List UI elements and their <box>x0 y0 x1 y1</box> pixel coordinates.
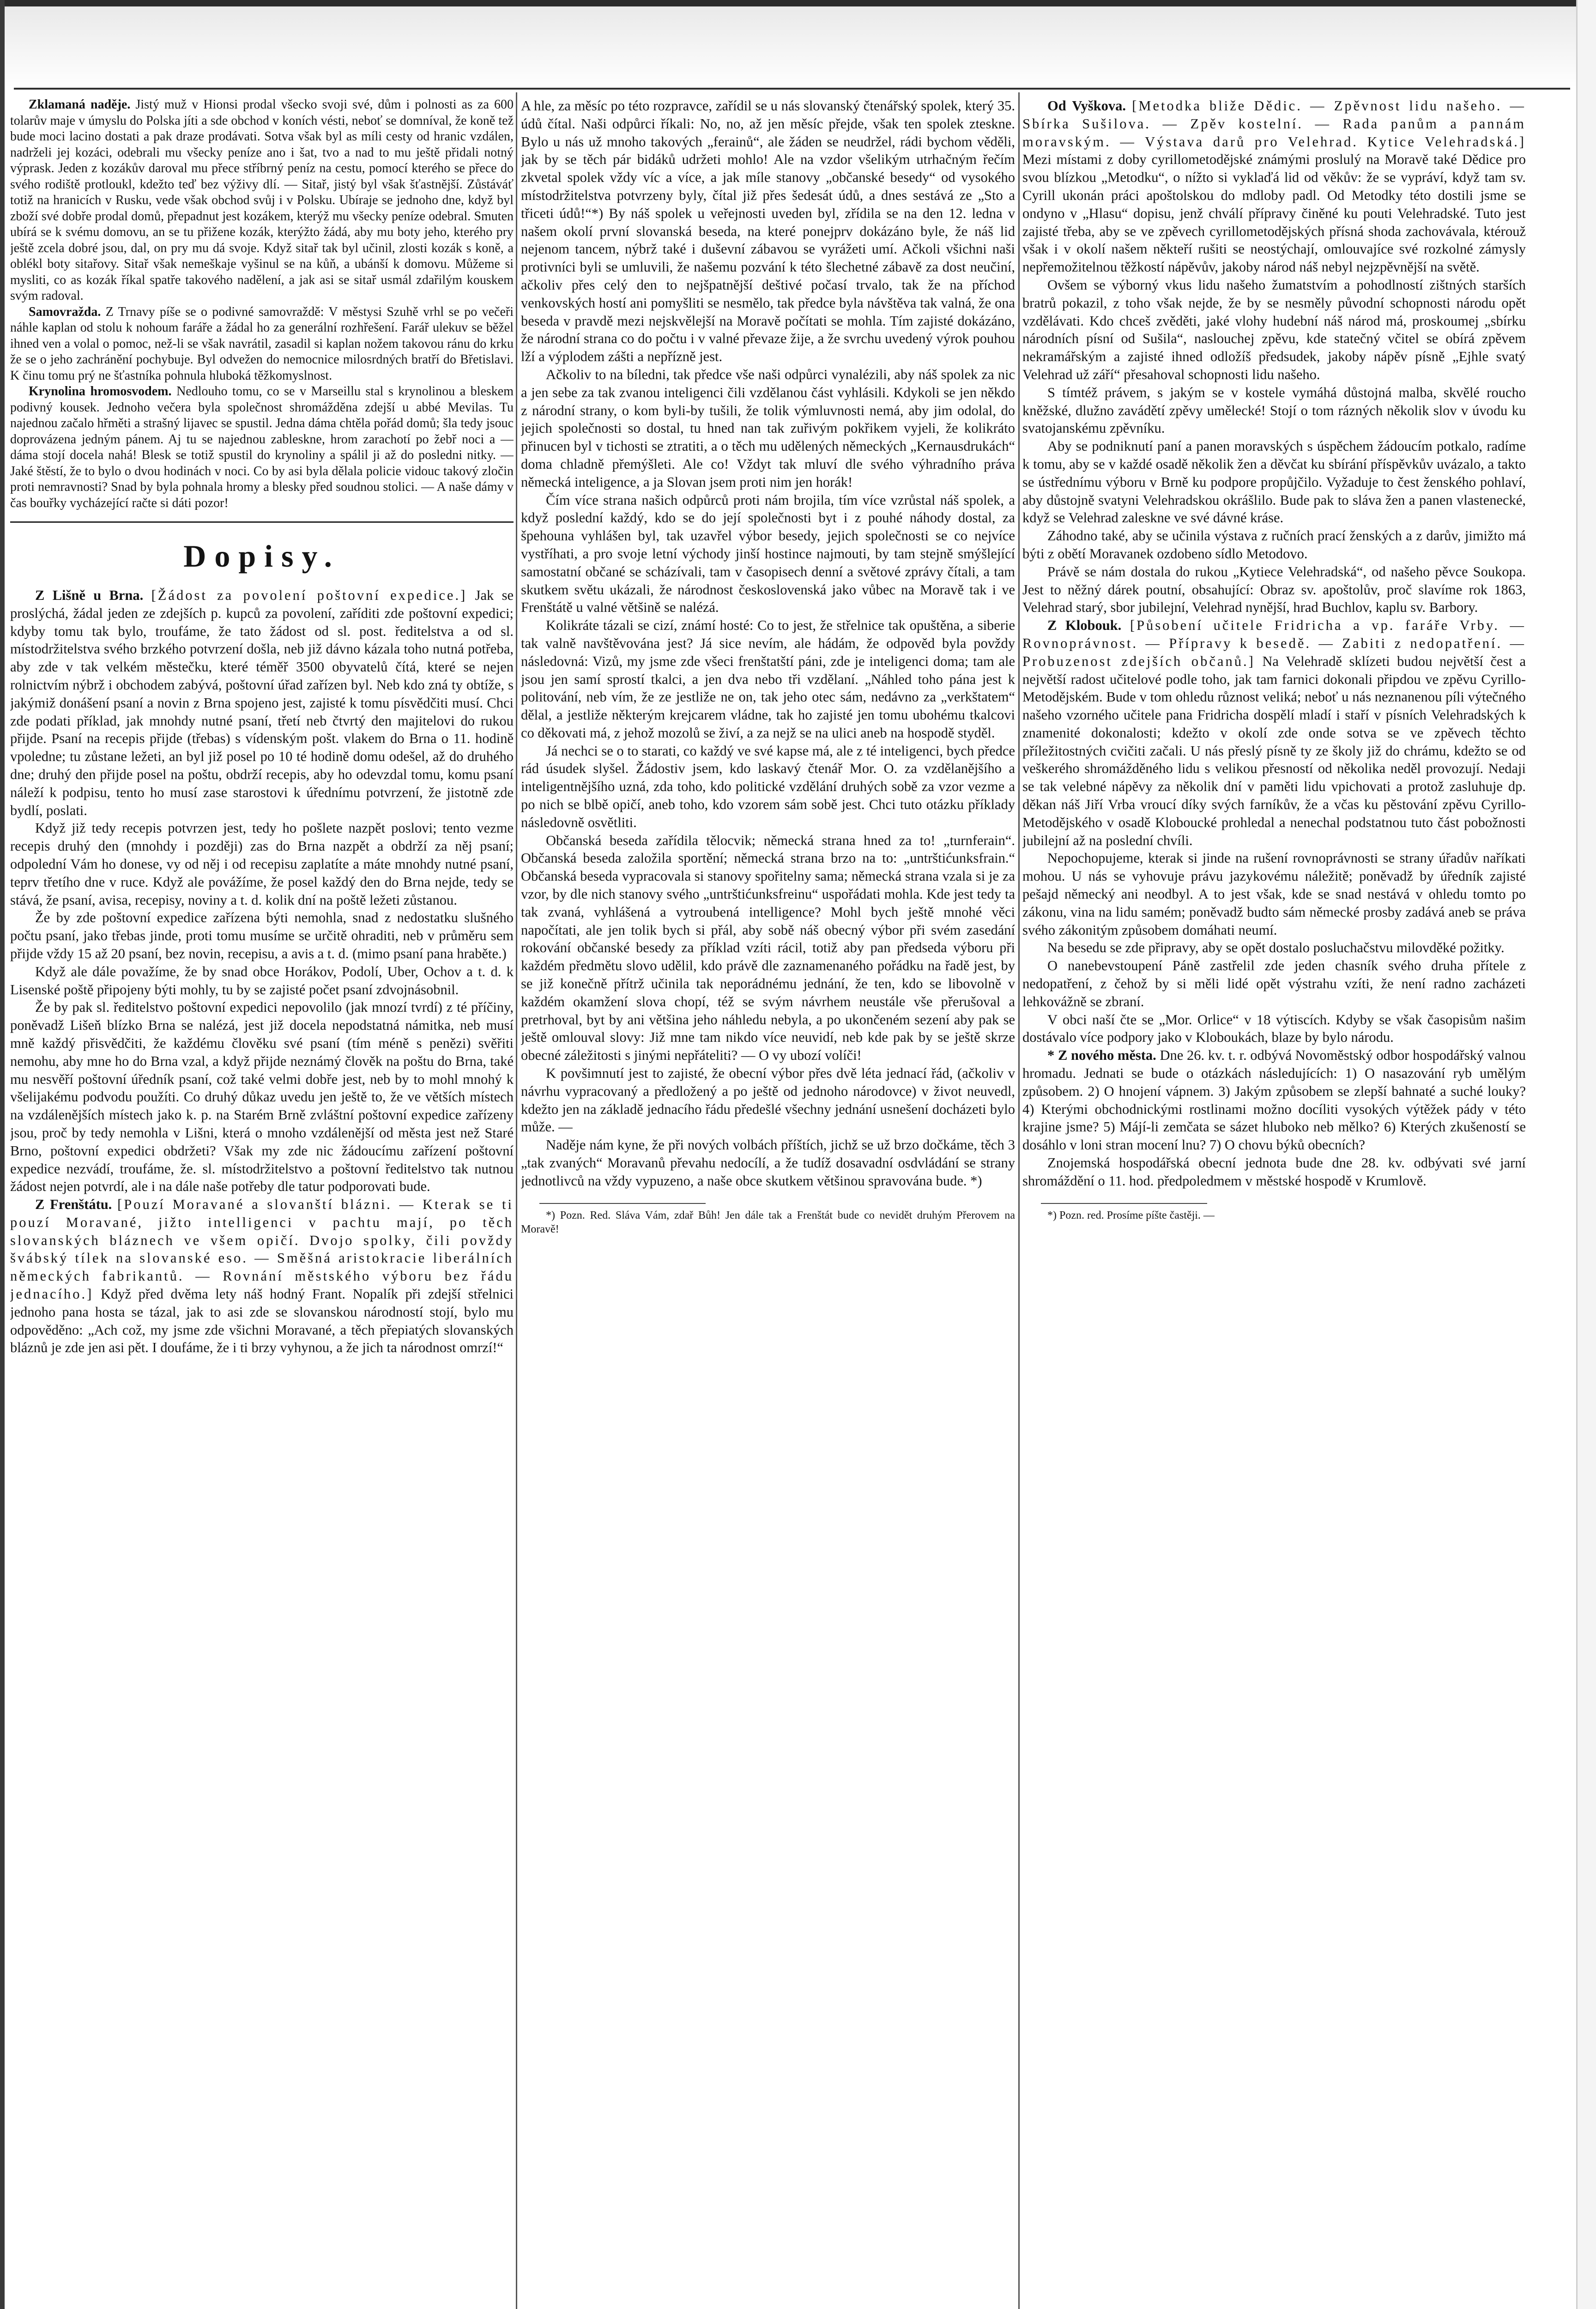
letter-text: Záhodno také, aby se učinila výstava z ručních prací ženských a z darův, jimižto má býti z obětí Moravanek ozdobeno sídlo Metodovo. <box>1022 528 1526 562</box>
news-text: Nedlouho tomu, co se v Marseillu stal s krynolinou a bleskem podivný kousek. Jednoho večera byla společnost shromážděna zdejší u abbé Mevilas. Tu najednou začalo hřměti a strašný lijavec se spustil. Jedna dáma chtěla pořád domů; šla tedy jsouc doprovázena jedným pánem. Aj tu se najednou zablesknе, hrom zarachotí po žebř noci a — dáma stojí docela nahá! Blesk se totiž spustil do krynoliny a spálil ji až do posledni nitky. — Jaké štěstí, že to bylo o dvou hodinách v noci. Co by asi byla dělala policie vidouc takový zločin proti nemravnosti? Snad by byla pohnala hromy a blesky před soudnou stolici. — A naše dámy v čas bouřky vycházející račte si dáti pozor! <box>10 384 514 510</box>
news-item <box>10 304 514 384</box>
letter-text: Dne 26. kv. t. r. odbývá Novoměstský odbor hospodářský valnou hromadu. Jednati se bude o otázkách následujících: 1) O nasazování ryb umělým způsobem. 2) O hnojení vápnem. 3) Jakým způsobem se zlepší bahnaté a suché louky? 4) Kterými obchodnickými rostlinami možno docíliti vysokých výtěžek pády v této krajine jsme? 5) Májí-li zemčata se sázet hluboko neb mělko? 6) Kterých zkušeností se dosáhlo v loni stran mocení lnu? 7) O chovu býků obecních? <box>1022 1047 1526 1153</box>
letter-paragraph: Kolikráte tázali se cizí, známí hosté: Co to jest, že střelnice tak opuštěna, a siberie tak valně navštěvována jest? Já sice nevím, ale hádám, že odpověd byla povždy následovná: Vizů, my jsme zde všeci frenštatští páni, zde je inteligenci doma; tam ale jsou jen samí sprostí tkalci, a jen dva nebo tři vzdělaní. „Náhled toho pána jest k politování, neb vím, že ze jestliže ne on, tak jeho otec sám, nedávno za „verkštatem“ dělal, a jestliže některým krejcarem vládne, tak ho zajisté jen tomu ubohému tkalcovi co děkovati má, z jehož mozolů se živí, a za nejž se na ulici aneb na hospodě styděl. <box>521 617 1015 741</box>
page-margin-top <box>5 6 1578 88</box>
news-heading: Zklamaná naděje. <box>29 97 131 112</box>
news-item <box>10 384 514 511</box>
scan-edge-left <box>0 0 5 2309</box>
letter-text: Právě se nám dostala do rukou „Kytiece Velehradská“, od našeho pěvce Soukopa. Jest to něžný dárek poutní, obsahující: Obraz sv. apoštolův, proč slavíme rok 1863, Velehrad starý, sbor jubilejní, Velehrad nynější, hrad Buchlov, kaplu sv. Barbory. <box>1022 563 1526 616</box>
letter-paragraph <box>1022 939 1526 957</box>
letter-text: Že by zde poštovní expedice zařízena býti nemohla, snad z nedostatku slušného počtu psaní, jako třebas jinde, proti tomu musíme se určitě ohraditi, neb v průměru sem přijde vždy 15 až 20 psaní, bez novin, recepisu, a avis a t. d. (mimo psaní pana hraběte.) <box>10 910 514 961</box>
letter-paragraph <box>10 998 514 1196</box>
letter-dateline: Z Frenštátu. <box>35 1197 112 1213</box>
letter-text: Nepochopujeme, kterak si jinde na rušení rovnoprávnosti se strany úřadův naříkati mohou. U nás se vyhovuje právu jazykovému náležitě; poněvadž by úředník zajisté pešajd německý ani neodbyl. A to jest však, kde se snad nestává v ohledu tomto po zákonu, vina na lidu samém; poněvadž budto sám německé prosby zadává aneb se práva svého zákonitým způsobem domáhati neumí. <box>1022 850 1526 938</box>
letter-text: Že by pak sl. ředitelstvo poštovní expedici nepovolilo (jak mnozí tvrdí) z té příčiny, poněvadž Lišeň blízko Brna se nalézá, jest již docela nepodstatná námitka, neb musí mně každý přisvědčiti, že každému člověku své psaní (tím méně s penězi) svěřiti nemohu, aby mne ho do Brna vzal, a když přijde neznámý člověk na poštu do Brna, také mu nesvěří poštovní úředník psaní, což také velmi dobře jest, neb by to mohl mnohý k všelijakému podvodu použíti. Co druhý důkaz uvedu jen ještě to, že ve větších místech na vzdálenějších místech jako k. p. na Starém Brně zvláštní poštovní expedice zařízeny jsou, proč by tedy nemohla v Lišni, která o mnoho vzdálenější od města jest než Staré Brno, poštovní expedici obdržeti? Však my zde nic žádoucímu zařízení poštovní expedice nezvádí, troufáme, že. sl. místodržitelstvo a poštovní ředitelstvo tak nutnou žádost nejen potvrdí, ale i na dále naše potřeby dle tatur podporovati bude. <box>10 999 514 1195</box>
letter-paragraph: Čím více strana našich odpůrců proti nám brojila, tím více vzrůstal náš spolek, a když poslední každý, kdo se do její společnosti byt i z pouhé náhody dostal, za špehouna vyhlášen byl, tak uzavřel výbor besedy, jejich společnosti se co nejvíce vystříhati, a pro svoje letní východy jinší hostince najmouti, by tam stejně smýšlející samostatní občané se scházívali, tam v časopisech denní a světové zprávy čítali, a tam skutkem světu ukázali, že národnost československá jako vůbec na Moravě tak i ve Frenštátě u valné většině se nalézá. <box>521 492 1015 616</box>
letter-text: Když před dvěma lety náš hodný Frant. Nopalík při zdejší střelnici jednoho pana hosta se tázal, jak to asi zde se slovanskou národností stojí, bylo mu odpověděno: „Ach což, my jsme zde všichni Moravané, a těch přepiatých slovanských bláznů je zde jen asi pět. I doufáme, že i ti brzy vyhynou, a že jich ta národnost omrzí!“ <box>10 1286 514 1356</box>
letter-paragraph <box>1022 437 1526 527</box>
letter-paragraph <box>1022 617 1526 849</box>
letter-paragraph: Občanská beseda zařídila tělocvik; německá strana hned za to! „turnferain“. Občanská beseda založila sportění; německá strana brzo na to: „untrštićunksfrain.“ Občanská beseda vypracovala si stanovy spořitelny sama; německá strana vzala si je za vzor, by dle nich stanovy svého „untrštićunksfreinu“ uspořádati mohla. Kde jest tedy ta tak zvaná, vyhlášená a vytroubená intelligence? Mohl bych ještě mnohé věci napočítati, ale jen tolik bych si přál, aby sobě náš obecný výbor při svém zasedání rokování občanské besedy za příklad vzíti rácil, totiž aby pan předseda výboru při každém předmětu slovo udělil, kdo právě dle zaznamenaného pořádku na řadě jest, by se již konečně přítrž učinila tak neporádnému jednání, že ten, kdo se libovolně v každém okamžení slova chopí, též se svým návrhem neustále vše přerušoval a pretrhoval, byt by ani většina jeho náhledu nebyla, a po ukončeném sezení aby pak se ještě omlouval slovy: Již mne tam nikdo více neuvidí, neb kde pak by se ještě skrze obecné záležitosti s jinými nepřáteliti? — O vy ubozí volíči! <box>521 832 1015 1064</box>
news-text: Z Trnavy píše se o podivné samovraždě: V městysi Szuhě vrhl se po večeři náhle kaplan od stolu k nohoum faráře a žádal ho za generální rozhřešení. Farář ulekuv se běžel ihned ven a volal o pomoc, než-li se však navrátil, zasadil si kaplan nožem takovou ránu do krku že se o jeho zachránění pochybuje. Byl odvežen do nemocnice milosrdných bratří do Břetislavi. K činu tomu prý ne šťastníka pohnula hluboká těžkomyslnost. <box>10 304 514 383</box>
footnote-divider <box>539 1203 706 1204</box>
letter-paragraph: K povšimnutí jest to zajisté, že obecní výbor přes dvě léta jednací řád, (ačkoliv v návrhu vypracovaný a předložený a po ještě od jednoho národovce) v život neuvedl, kdežto jen na základě jednacího řádu předešlé všechny jednání usnešení docházeti bylo můžе. — <box>521 1065 1015 1135</box>
news-heading: Samovražda. <box>29 304 101 319</box>
letter-text: V obci naší čte se „Mor. Orlice“ v 18 výtiscích. Kdyby se však časopisům našim dostávalo více podpory jako v Kloboukách, blaze by bylo národu. <box>1022 1011 1526 1046</box>
letter-paragraph <box>1022 97 1526 276</box>
letter-text: O nanebevstoupení Páně zastřelil zde jeden chasník svého druha přítele z nedopatření, z čehož by si měli lidé opět výstrahu vzíti, že není radno zacházeti lehkovážně se zbraní. <box>1022 958 1526 1009</box>
letter-paragraph: Naděje nám kyne, že při nových volbách příštích, jichž se už brzo dočkáme, těch 3 „tak zvaných“ Moravanů převahu nedocílí, a že tudíž dosavadní osdvládání se strany jednotlivců na vždy vypuzeno, a naše obce skutkem většinou spravována bude. *) <box>521 1137 1015 1189</box>
letter-text: Jak se proslýchá, žádal jeden ze zdejších p. kupců za povolení, zaříditi zde poštovní expedici; kdyby tomu tak bylo, troufáme, že tato žádost od sl. post. ředitelstva a od sl. místodržitelstva svého brzkého potvrzení došla, neb již dávno kázala toho nutná potřeba, aby zde v tak velkém městečku, které téměř 3500 obyvatelů čítá, které se nejen rolnictvím nýbrž i obchodem zabývá, poštovní úřad zařízen byl. Neb kdo zná ty obtíže, s jakýmiž donášení psaní a novin z Brna spojeno jest, zajisté k tomu písvědčiti musí. Chci zde podati příklad, jak mnohdy nutné psaní, třetí neb čtvrtý den majitelovi do rukou přijde. Psaní na recepis přijde (třebas) s vídenským pošt. vlakem do Brna o 11. hodině vpoledne; tu zůstane ležeti, an byl již posel po 10 té hodině domu odešel, až do druhého dne; druhý den přijde posel na poštu, obdrží recepis, aby ho odevzdal tomu, komu psaní náleží k podpisu, tento ho musí zase starostovi k úřednímu potvrzení, že jistotně zde bydlí, poslati. <box>10 587 514 818</box>
letter-dateline: Z Lišně u Brna. <box>35 587 144 603</box>
letter-subjects: [Metodka bliže Dědic. — Zpěvnost lidu našeho. — Sbírka Sušilova. — Zpěv kostelní. — Rada panům a pannám moravským. — Výstava darů pro Velehrad. Kytice Velehradská.] <box>1022 98 1526 150</box>
letter-text: Znojemská hospodářská obecní jednota bude dne 28. kv. odbývati své jarní shromáždění o 11. hod. předpoledmem v městské hospodě v Krumlově. <box>1022 1155 1526 1189</box>
letter-paragraph <box>10 1196 514 1357</box>
letter-text: Mezi místami z doby cyrillometodějské známými proslulý na Moravě také Dědice pro svou blízkou „Metodku“, o nížto si vyklaďá lid od věkův: že se vypráví, když tam sv. Cyrill ukonán práci apoštolskou do mdloby padl. Od Metodky této dostili jsme se ondyno v „Hlasu“ dopisu, jenž chválí přípravy činěné ku pouti Velehradské. Tuto jest zajisté třeba, aby se ve zpěvech cyrillometodějských přísná shoda zachovávala, ktérouž však i v okolí našem někteří rušiti se neostýchají, omlouvajíce své rozkolné zámysly nepřemožitelnou těžkostí nápěvův, jakoby národ náš nebyl nejzpěvnější na světě. <box>1022 151 1526 275</box>
letter-paragraph <box>1022 276 1526 384</box>
letter-subjects: [Působení učitele Fridricha a vp. faráře Vrby. — Rovnoprávnost. — Přípravy k besedě. — Zabiti z nedopatření. — Probuzenost zdejších občanů.] <box>1022 617 1526 669</box>
scan-edge-top <box>0 0 1596 6</box>
news-heading: Krynolina hromosvodem. <box>29 384 172 399</box>
letter-paragraph <box>10 909 514 962</box>
letter-subjects: [Žádost za povolení poštovní expedice.] <box>151 587 467 603</box>
letter-text: Když již tedy recepis potvrzen jest, tedy ho pošlete nazpět poslovi; tento vezme recepis druhý den (mnohdy i později) zas do Brna nazpět a obdrží za něj psaní; odpolední Vám ho donese, vy od něj i od recepisu zaplatíte a máte mnohdy nutné psaní, teprv třetího dne v ruce. Když ale povážíme, že posel každý den do Brna nejde, tedy se stává, že psaní, avisa, recepisy, noviny a t. d. kolik dní na poště ležeti zůstanou. <box>10 820 514 908</box>
footnote-divider <box>1041 1203 1207 1204</box>
letter-text: Aby se podniknutí paní a panen moravských s úspěchem žádoucím potkalo, radíme k tomu, aby se v každé osadě několik žen a děvčat ku sbírání příspěvkův uvázalo, a takto se ústřednímu výboru v Brně ku podpore propůjčilo. Vyžaduje to čest ženského pohlaví, aby důstojně svatyni Velehradskou okrášlilo. Bude pak to sláva žen a panen vlastenecké, když se Velehrad zalesknе ve své dávné kráse. <box>1022 438 1526 526</box>
letter-paragraph: Já nechci se o to starati, co každý ve své kapse má, ale z té inteligenci, bych předce rád úsudek slyšel. Žádostiv jsem, kdo laskavý čtenář Mor. O. za vzdělanějšího a inteligentnějšího uzná, zda toho, kdo politické vzdělání druhých sobě za vzor vezme a po nich se blbě opičí, aneb toho, kdo vzorem sám sobě jest. Chci tuto otázku příklady následovně osvětliti. <box>521 743 1015 830</box>
news-section <box>10 97 514 511</box>
letter-paragraph <box>1022 1011 1526 1047</box>
letter-paragraph <box>1022 849 1526 939</box>
column-divider-left <box>516 92 517 2309</box>
letter-dateline: * Z nového města. <box>1047 1047 1156 1064</box>
letter-text: Když ale dále považíme, že by snad obce Horákov, Podolí, Uber, Ochov a t. d. k Lisenské poště připojeny býti mohly, tu by se zajisté počet psaní zdvojnásobnil. <box>10 963 514 997</box>
footnote: *) Pozn. red. Prosíme píšte častěji. — <box>1047 1209 1215 1221</box>
section-divider <box>10 521 514 523</box>
column-divider-right <box>1018 92 1020 2309</box>
section-title: Dopisy. <box>183 538 340 574</box>
letter-paragraph <box>1022 527 1526 563</box>
column-middle <box>521 97 1015 2309</box>
column-right <box>1022 97 1526 2309</box>
letter-dateline: Z Klobouk. <box>1047 617 1122 634</box>
scan-edge-right <box>1576 0 1596 2309</box>
letter-paragraph <box>10 819 514 909</box>
letter-paragraph <box>10 586 514 819</box>
page-header-rule <box>14 88 1570 90</box>
letter-paragraph <box>1022 1046 1526 1154</box>
letter-text: Na besedu se zde připravy, aby se opět dostalo posluchačstvu milovděké požitky. <box>1047 940 1505 956</box>
letter-paragraph <box>1022 563 1526 617</box>
letter-text: Na Velehradě sklízeti budou největší čest a největší radost učitelové podle toho, jak tam farnici dokonali připdou ve zpěvu Cyrillo-Metodějském. Bude v tom ohledu různost veliká; neboť u nás neznanenou píli výtečného našeho vzorného učitele pana Fridricha dospělí mladí i staří v písních Velehradských k znamenité dokonalosti; kdežto v okolí zde onde sotva se ve zpěvech těchto příležitostných cvičiti začali. U nás přeslý písně ty ze školy již do chrámu, kdežto se od veškerého shromážděného lidu s velikou přesností od několika neděl provozují. Nedaji se tak velebné nápěvy za několik dní v paměti lidu vpichovati a protož zasluhuje dp. děkan náš Jiří Vrba vroucí díky svých farníkův, že a včas ku pěstování zpěvu Cyrillo-Metodějského v osadě Kloboucké prohledal a nenechal podstatnou tuto část pobožnosti jubilejní až na poslední chvíli. <box>1022 653 1526 848</box>
footnote: *) Pozn. Red. Sláva Vám, zdař Bůh! Jen dále tak a Frenštát bude co nevidět druhým Přerovem na Moravě! <box>521 1209 1015 1235</box>
letter-paragraph <box>1022 957 1526 1010</box>
news-item <box>10 97 514 304</box>
letter-paragraph <box>1022 1154 1526 1190</box>
letter-paragraph <box>10 963 514 999</box>
letter-paragraph <box>1022 384 1526 437</box>
letter-paragraph: A hle, za měsíc po této rozpravce, zařídil se u nás slovanský čtenářský spolek, který 35. údů čítal. Naši odpůrci říkali: No, no, až jen měsíc přejde, však ten spolek zteskne. Bylo u nás už mnoho takových „ferainů“, ale žáden se neudržel, rádi bychom věděli, jak by se těch pár bidáků udržeti mohlo! Ale na vzdor všelikým utrhačným řečím zkvetal spolek vždy víc a více, a jak míle stanovy „občanské besedy“ od vysokého místodržitelstva potvrzeny byly, čítal již přes šedesát údů, a dnes sestává ze „Sto a třiceti údů!“*) By náš spolek u veřejnosti uveden byl, zřídila se na den 12. ledna v našem okolí první slovanská beseda, na které ponejprv dokázáno byle, že náš lid nejenom tancem, nýbrž také i duševní zábavou se vyrážeti umí. Ačkoli všichni naši protivníci byli se umluvili, že našemu pozvání k této šlechetné zábavě za dost neučiní, ačkoliv přes celý den to nejšpatnější deštivé počasí trvalo, tak že na příchod venkovských hostí ani pomyšliti se nesmělo, tak předce byla návštěva tak valná, že ona beseda v pravdě mezi nejskvělejší na Moravě počítati se mohla. Tím zajisté dokázáno, že národní strana co do počtu i v valné převaze žije, a že svrchu uvedený výrok pouhou lží a výplodem zášti a nepřízně jest. <box>521 98 1015 365</box>
letter-text: Ovšem se výborný vkus lidu našeho žumatstvím a pohodlností zištných starších bratrů pokazil, z toho však nejde, že by se nesměly původní schopnosti národu opět vzdělávati. Kdo chceš zvěděti, jaké vlohy hudební náš národ má, proskoumej „sbírku národních písní od Sušila“, naslouchej zpěvu, kde statečný včitel se obírá zpěvem nekramářským a zajisté ihned odložíš předsudek, jakoby nápěv písně „Ejhle svatý Velehrad už září“ přesahoval schopnosti lidu našeho. <box>1022 277 1526 382</box>
letter-dateline: Od Vyškova. <box>1047 98 1126 114</box>
letter-text: S tímtéž právem, s jakým se v kostele vymáhá důstojná malba, skvělé roucho kněžské, dlužno zavádětí zpěvy umělecké! Stojí o tom rázných několik slov v úvodu ku svatojanskému zpěvníku. <box>1022 384 1526 436</box>
letter-subjects: [Pouzí Moravané a slovanští blázni. — Kterak se ti pouzí Moravané, jižto intelligenci v pachtu mají, po těch slovanských bláznech ve všem opičí. Dvojo spolky, čili povždy švábský tílek na slovanské eso. — Směšná aristokracie liberálních německých fabrikantů. — Rovnání městského výboru bez řádu jednacího.] <box>10 1197 514 1302</box>
letter-paragraph: Ačkoliv to na bíledni, tak předce vše naši odpůrci vynalézili, aby náš spolek za nic a jen sebe za tak zvanou inteligenci čili vzdělanou část vyhlásili. Kdykoli se jen někdo z národní strany, o kom byli-by tušili, že tolik výmluvnosti nemá, aby jim odolal, do jejich společnosti so dostal, tu hned nan tak zuřivým pokřikem vyjeli, že kolikráto přinucen byl v tichosti se ztratiti, a o těch mu udělených německých „Kernausdrukách“ doma chladně přemýšleti. Ale co! Vždyt tak mluví dle svého výhradního práva německá inteligence, a ja Slovan jsem proti nim jen horák! <box>521 366 1015 490</box>
column-left <box>10 97 514 2309</box>
news-text: Jistý muž v Hionsi prodal všecko svoji své, dům i polnosti as za 600 tolarův maje v úmyslu do Polska jíti a sde obchod v koních vésti, neboť se domníval, že koně tež bude moci lacino dostati a pak draze prodávati. Sotva však byl as míli cesty od hranic vzdálen, nadrželi jej kozáci, odebrali mu všecky peníze ano i šat, tvo a nad to mu ještě přidali notný výprask. Jeden z kozákův daroval mu přece stříbrný peníz na cestu, pomocí kterého se přece do svého rodiště protloukl, kdežto teď bez výživy dlí. — Sitař, jistý byl však šťastnější. Zůstáváť totiž na hranicích v Rusku, vede však obchod svůj i v Polsku. Ubíraje se jednoho dne, když byl zboží své dobře prodal domů, přepadnut jest kozákem, kterýž mu všecky peníze odebral. Smuten ubírá se k svému domovu, an se tu přižene kozák, kterýžto žádá, aby mu boty jeho, kterého pry ještě zcela dobré jsou, dal, on pry mu dá svoje. Když sitař tak byl učinil, zlosti kozák s koně, a oblékl boty sitařovy. Sitař však nemeškaje vyšinul se na kůň, a ubánší k domovu. Můžeme si mysliti, co as kozák říkal spatře takového nadělení, a jak asi se sitař usmál zdařilým kouskem svým radoval. <box>10 97 514 303</box>
